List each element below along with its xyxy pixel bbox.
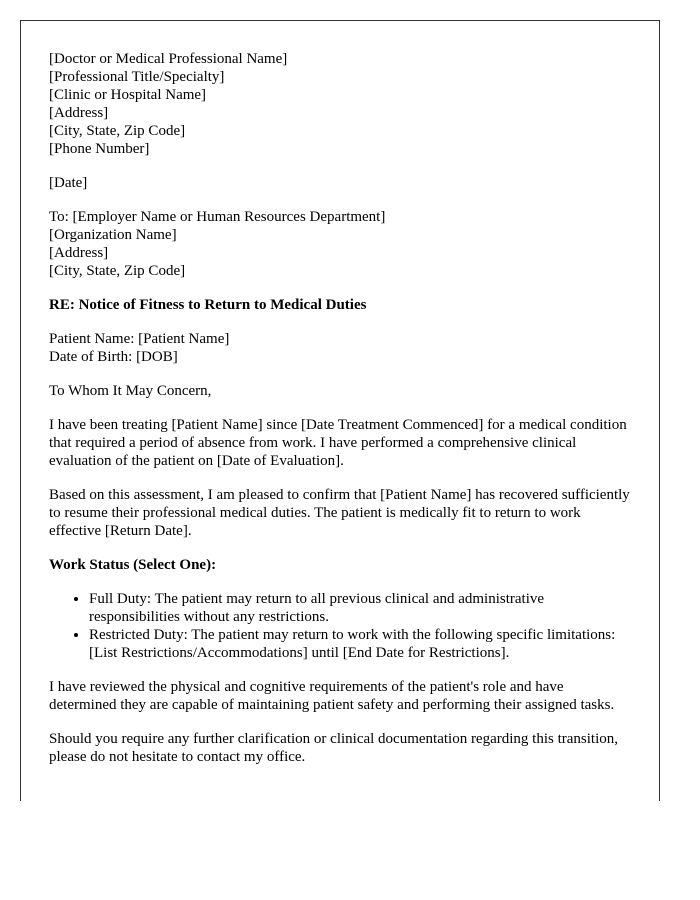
patient-name: Patient Name: [Patient Name] — [49, 331, 230, 347]
sender-title: [Professional Title/Specialty] — [49, 69, 225, 85]
recipient-block — [49, 208, 631, 280]
patient-info — [49, 330, 631, 366]
sender-clinic: [Clinic or Hospital Name] — [49, 87, 207, 103]
recipient-address: [Address] — [49, 245, 109, 261]
recipient-city: [City, State, Zip Code] — [49, 263, 186, 279]
patient-dob: Date of Birth: [DOB] — [49, 349, 178, 365]
sender-address: [Address] — [49, 105, 109, 121]
subject-line: RE: Notice of Fitness to Return to Medical Duties — [49, 297, 367, 313]
body-paragraph: I have been treating [Patient Name] since [Date Treatment Commenced] for a medical condition that required a period of absence from work. I have performed a comprehensive clinical evaluation of the patient on [Date of Evaluation]. — [49, 417, 627, 469]
body-paragraph: Based on this assessment, I am pleased to confirm that [Patient Name] has recovered sufficiently to resume their professional medical duties. The patient is medically fit to return to work effective [Return Date]. — [49, 487, 630, 539]
sender-name: [Doctor or Medical Professional Name] — [49, 51, 288, 67]
work-status-option-full: • Full Duty: The patient may return to all previous clinical and administrative responsibilities without any restrictions. — [89, 590, 631, 626]
work-status-option-restricted: • Restricted Duty: The patient may return to work with the following specific limitations: [List Restrictions/Accommodations] until [End Date for Restrictions]. — [89, 626, 631, 662]
recipient-name: To: [Employer Name or Human Resources Department] — [49, 209, 386, 225]
sender-phone: [Phone Number] — [49, 141, 150, 157]
recipient-org: [Organization Name] — [49, 227, 177, 243]
sender-block — [49, 50, 631, 158]
sender-city: [City, State, Zip Code] — [49, 123, 186, 139]
body-paragraph: Should you require any further clarification or clinical documentation regarding this transition, please do not hesitate to contact my office. — [49, 731, 618, 765]
letter-page — [20, 20, 660, 801]
letter-date: [Date] — [49, 175, 88, 191]
work-status-list — [49, 590, 631, 662]
salutation: To Whom It May Concern, — [49, 383, 212, 399]
work-status-heading: Work Status (Select One): — [49, 557, 217, 573]
body-paragraph: I have reviewed the physical and cognitive requirements of the patient's role and have determined they are capable of maintaining patient safety and performing their assigned tasks. — [49, 679, 615, 713]
